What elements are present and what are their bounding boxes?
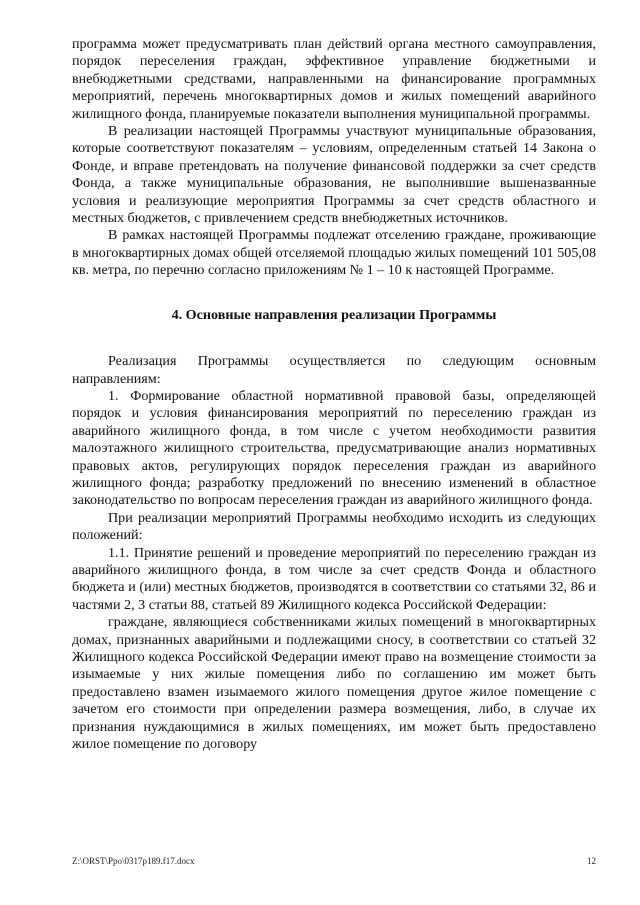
paragraph-direction-1: 1. Формирование областной нормативной правовой базы, определяющей порядок и условия финансирования мероприятий по переселению граждан из аварийного жилищного фонда, в том числе с учетом необходимости развития малоэтажного жилищного строительства, предусматривающие анализ нормативных правовых актов, регулирующих порядок переселения граждан из аварийного жилищного фонда; разработку предложений по внесению изменений в областное законодательство по вопросам переселения граждан из аварийного жилищного фонда.: [72, 387, 596, 509]
paragraph-resettlement-area: В рамках настоящей Программы подлежат отселению граждане, проживающие в многоквартирных домах общей отселяемой площадью жилых помещений 101 505,08 кв. метра, по перечню согласно приложениям № 1 – 10 к настоящей Программе.: [72, 227, 596, 279]
footer-page-number: 12: [587, 856, 596, 866]
paragraph-program-content: программа может предусматривать план действий органа местного самоуправления, порядок переселения граждан, эффективное управление бюджетными и внебюджетными средствами, направленными на финансирование программных мероприятий, перечень многоквартирных домов и жилых помещений аварийного жилищного фонда, планируемые показатели выполнения муниципальной программы.: [72, 36, 596, 122]
paragraph-provision-1-1: 1.1. Принятие решений и проведение мероприятий по переселению граждан из аварийного жилищного фонда, в том числе за счет средств Фонда и областного бюджета и (или) местных бюджетов, производятся в соответствии со статьями 32, 86 и частями 2, 3 статьи 88, статьей 89 Жилищного кодекса Российской Федерации:: [72, 544, 596, 613]
paragraph-participants: В реализации настоящей Программы участвуют муниципальные образования, которые соответствуют показателям – условиям, определенным статьей 14 Закона о Фонде, и вправе претендовать на получение финансовой поддержки за счет средств Фонда, а также муниципальные образования, не выполнившие вышеназванные условия и реализующие мероприятия Программы за счет средств областного и местных бюджетов, с привлечением средств внебюджетных источников.: [72, 123, 596, 227]
footer-file-path: Z:\ORST\Ppo\0317p189.f17.docx: [72, 856, 195, 866]
paragraph-directions-intro: Реализация Программы осуществляется по следующим основным направлениям:: [72, 353, 596, 387]
section-heading: 4. Основные направления реализации Программы: [171, 306, 497, 323]
document-page: [72, 36, 596, 753]
paragraph-owners: граждане, являющиеся собственниками жилых помещений в многоквартирных домах, признанных аварийными и подлежащими сносу, в соответствии со статьей 32 Жилищного кодекса Российской Федерации имеют право на возмещение стоимости за изымаемые у них жилые помещения либо по соглашению им может быть предоставлено взамен изымаемого жилого помещения другое жилое помещение с зачетом его стоимости при определении размера возмещения, либо, в случае их признания нуждающимися в жилых помещениях, им может быть предоставлено жилое помещение по договору: [72, 614, 596, 753]
paragraph-provisions-intro: При реализации мероприятий Программы необходимо исходить из следующих положений:: [72, 509, 596, 544]
